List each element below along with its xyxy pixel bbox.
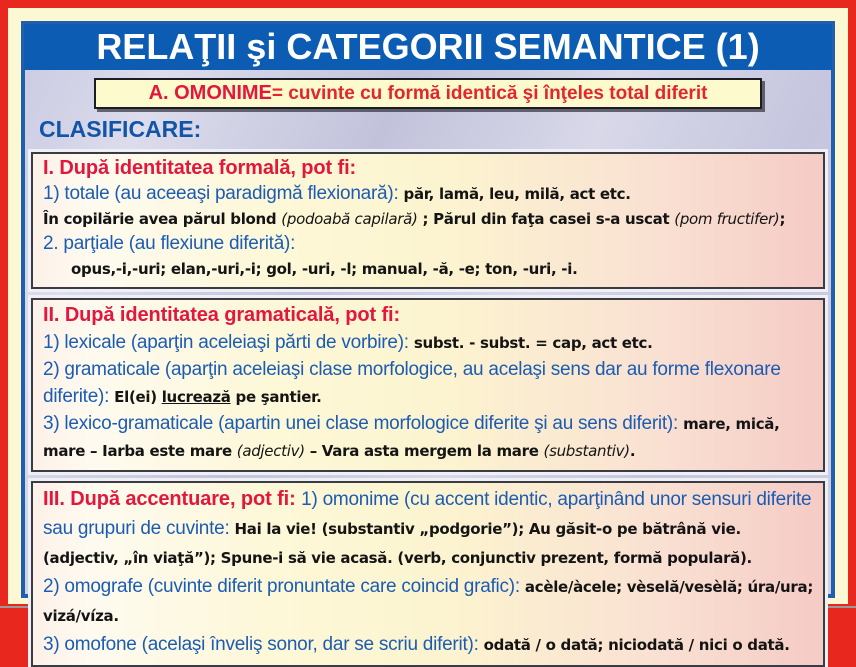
text-segment: ;: [779, 210, 786, 228]
text-segment: subst. - subst. = cap, act etc.: [413, 334, 653, 352]
content-panel: [21, 21, 835, 655]
section-box-formal: [31, 152, 825, 289]
text-segment: 1) totale (au aceeaşi paradigmă flexionară):: [43, 183, 404, 204]
header-band: [24, 24, 832, 70]
page-title: RELAŢII şi CATEGORII SEMANTICE (1): [96, 26, 760, 67]
section-line: [43, 257, 815, 282]
text-segment: mare, mică, mare – Iarba este mare: [43, 415, 780, 460]
text-segment: II. După identitatea gramaticală, pot fi:: [43, 304, 401, 326]
outer-margin: [8, 8, 848, 655]
omonime-banner: [94, 78, 762, 109]
text-segment: (substantiv): [543, 442, 630, 460]
text-segment: lucrează: [161, 388, 231, 406]
text-segment: pe şantier.: [230, 388, 322, 406]
banner-definition: = cuvinte cu formă identică şi înţeles total diferit: [271, 82, 708, 104]
text-segment: 2. parţiale (au flexiune diferită):: [43, 233, 296, 254]
text-segment: 3) lexico-gramaticale (apartin unei clase morfologice diferite şi au sens diferit):: [43, 413, 684, 434]
text-segment: 1) lexicale (aparţin aceleiaşi părti de vorbire):: [43, 332, 414, 353]
classification-heading: CLASIFICARE:: [39, 116, 202, 142]
section-line: [43, 485, 815, 573]
section-box-accentuare: [31, 481, 825, 667]
text-segment: .: [629, 442, 636, 460]
text-segment: opus,-i,-uri; elan,-uri,-i; gol, -uri, -l; manual, -ă, -e; ton, -uri, -i.: [71, 260, 578, 278]
text-segment: (pom fructifer): [674, 210, 780, 228]
text-segment: 1) omonime (cu accent identic, aparţinând unor sensuri diferite sau grupuri de cuvinte:: [43, 489, 812, 539]
text-segment: odată / o dată; niciodată / nici o dată.: [483, 636, 790, 654]
section-line: [43, 207, 815, 232]
text-segment: El(ei): [114, 388, 162, 406]
text-segment: 2) gramaticale (aparţin aceleiaşi clase morfologice, au acelaşi sens dar au forme flexonare diferite):: [43, 359, 781, 407]
section-line: [43, 232, 815, 257]
banner-label: A. OMONIME: [148, 82, 272, 104]
section-line: [43, 156, 815, 182]
text-segment: păr, lamă, leu, milă, act etc.: [403, 185, 631, 203]
text-segment: 2) omografe (cuvinte diferit pronuntate care coincid grafic):: [43, 576, 525, 597]
section-line: [43, 302, 815, 330]
text-segment: (podoabă capilară): [281, 210, 418, 228]
text-segment: ; Părul din faţa casei s-a uscat: [417, 210, 675, 228]
text-segment: 3) omofone (acelaşi înveliş sonor, dar se scriu diferit):: [43, 634, 484, 655]
text-segment: acèle/àcele; vèselă/vesèlă; úra/ura; vizá/víza.: [43, 578, 814, 625]
section-line: [43, 182, 815, 207]
text-segment: Hai la vie! (substantiv „podgorie”); Au găsit-o pe bătrână vie. (adjectiv, „în viaţă”); Spune-i să vie acasă. (verb, conjunctiv prezent, formă populară).: [43, 520, 752, 567]
text-segment: III. După accentuare, pot fi:: [43, 488, 302, 510]
text-segment: I. După identitatea formală, pot fi:: [43, 157, 357, 179]
section-line: [43, 573, 815, 631]
text-segment: (adjectiv): [236, 442, 305, 460]
section-line: [43, 357, 815, 411]
section-box-gramatical: [31, 298, 825, 472]
section-line: [43, 631, 815, 660]
text-segment: În copilărie avea părul blond: [43, 210, 282, 228]
section-line: [43, 330, 815, 357]
text-segment: – Vara asta mergem la mare: [304, 442, 544, 460]
section-line: [43, 411, 815, 465]
